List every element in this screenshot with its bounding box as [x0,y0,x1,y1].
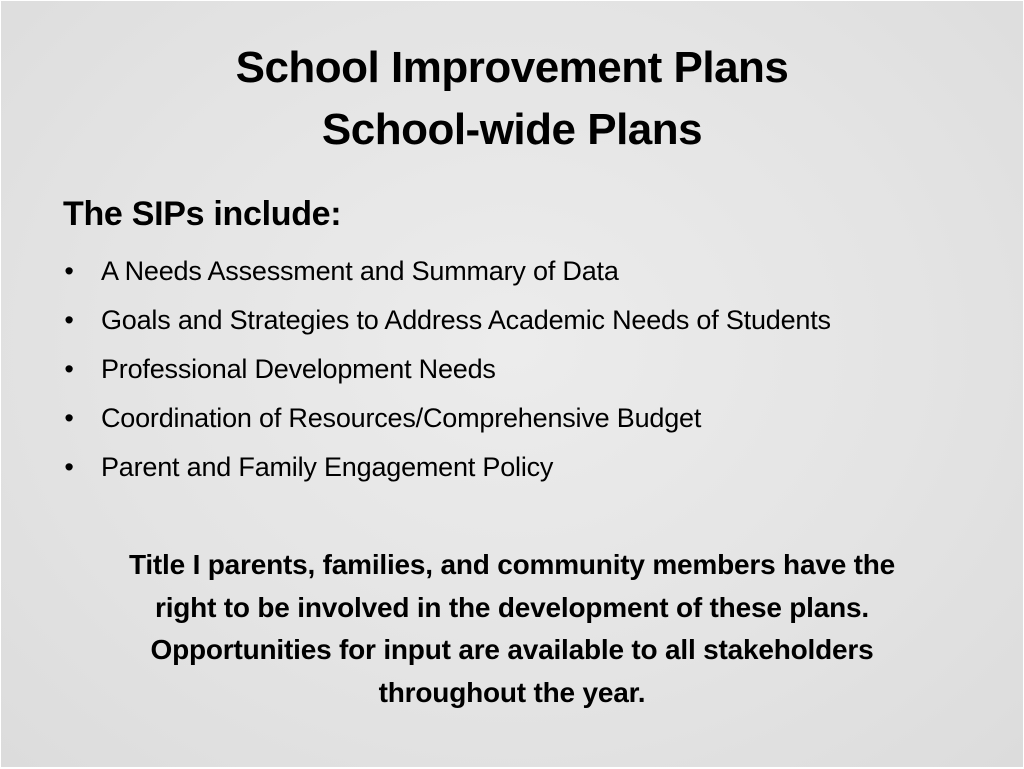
bullet-text: Professional Development Needs [101,354,496,384]
bullet-item [59,296,831,345]
sips-intro-heading: The SIPs include: [63,195,342,233]
note-line-3: Opportunities for input are available to all stakeholders [150,634,874,665]
note-line-1: Title I parents, families, and community members have the [128,549,896,580]
title-one-note [41,544,983,714]
bullet-icon: • [64,403,74,433]
bullet-icon: • [64,256,74,286]
title-line-2: School-wide Plans [321,105,703,154]
sips-bullet-list [59,247,831,492]
title-line-1: School Improvement Plans [235,43,789,92]
note-line-4: throughout the year. [378,676,646,708]
bullet-item [59,443,831,492]
bullet-text: Parent and Family Engagement Policy [101,452,554,482]
slide [1,1,1023,767]
bullet-text: Goals and Strategies to Address Academic Needs of Students [101,305,831,335]
bullet-item [59,345,831,394]
slide-title [1,37,1023,161]
bullet-icon: • [64,452,74,482]
note-line-2: right to be involved in the development of these plans. [155,591,869,623]
bullet-item [59,247,831,296]
bullet-icon: • [64,354,74,384]
bullet-text: A Needs Assessment and Summary of Data [101,256,619,286]
bullet-text: Coordination of Resources/Comprehensive Budget [101,403,702,433]
bullet-item [59,394,831,443]
bullet-icon: • [64,305,74,335]
